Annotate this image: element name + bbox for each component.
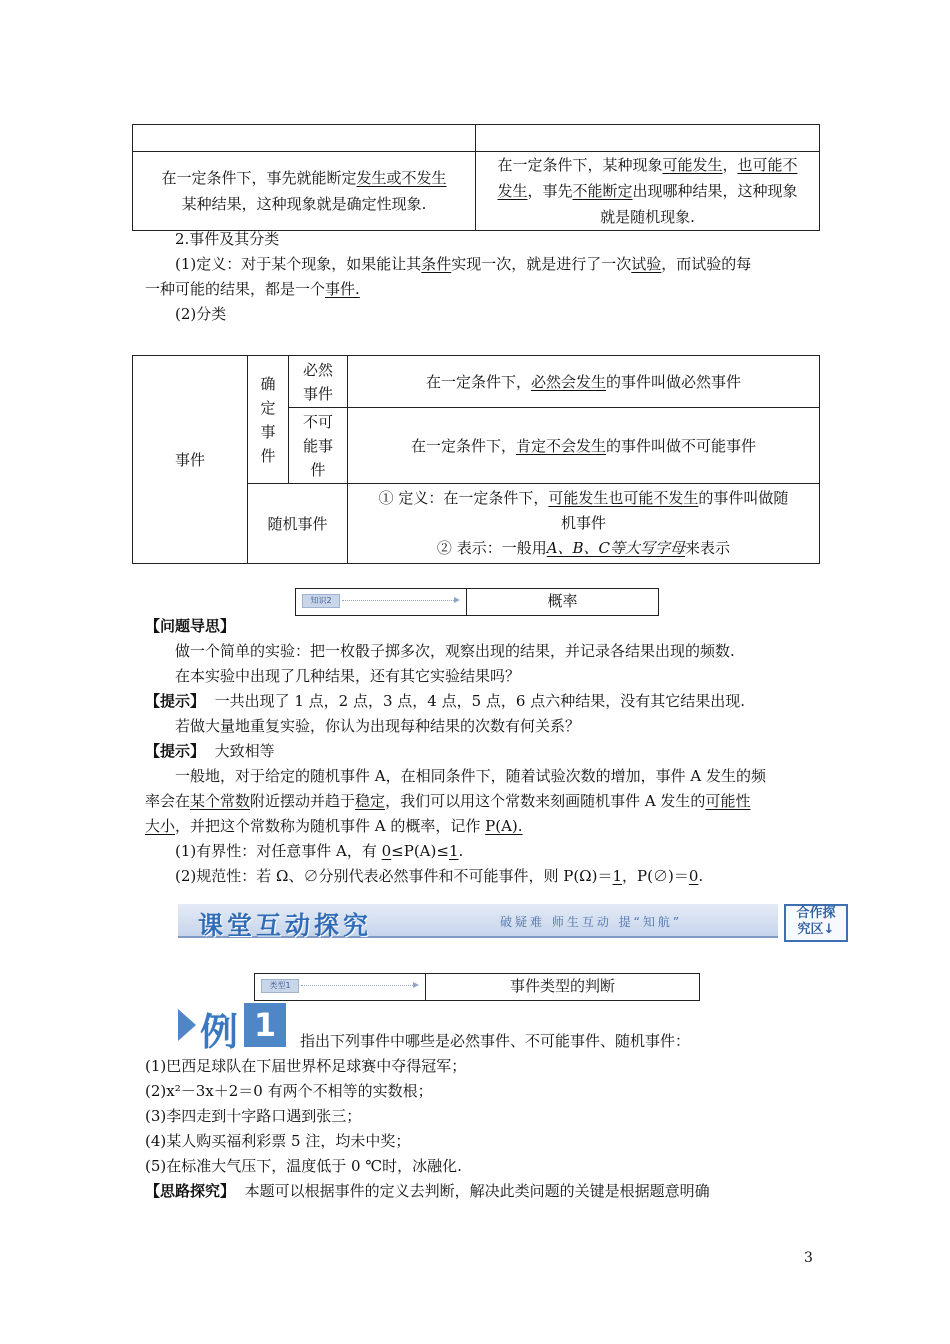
impossible-event-label: 不可 能事 件 (289, 408, 348, 484)
example-item-5: (5)在标准大气压下，温度低于 0 ℃时，冰融化. (145, 1157, 462, 1175)
random-event-description: ① 定义：在一定条件下，可能发生也可能不发生的事件叫做随 机事件 ② 表示：一般用A、B、C等大写字母来表示 (348, 484, 820, 564)
banner-title: 课堂互动探究 (198, 911, 373, 940)
classification-table (132, 355, 820, 564)
classification-label: (2)分类 (175, 305, 227, 323)
example-number: 1 (244, 1003, 286, 1047)
knowledge-2-label (295, 588, 659, 616)
section-banner (178, 904, 846, 940)
arrow-right-icon (301, 985, 417, 986)
arrow-right-icon (342, 600, 458, 601)
example-badge (178, 1003, 288, 1054)
example-item-3: (3)李四走到十字路口遇到张三； (145, 1107, 362, 1125)
type-chip: 类型1 (261, 979, 299, 993)
hint-2: 【提示】 大致相等 (145, 742, 275, 760)
hint-1: 【提示】 一共出现了 1 点，2 点，3 点，4 点，5 点，6 点六种结果，没有其它结果出现. (145, 692, 745, 710)
comparison-header-left (133, 125, 476, 152)
example-char: 例 (200, 1010, 239, 1054)
example-prompt: 指出下列事件中哪些是必然事件、不可能事件、随机事件： (300, 1032, 691, 1050)
impossible-event-description: 在一定条件下，肯定不会发生的事件叫做不可能事件 (348, 408, 820, 484)
example-item-2: (2)x²－3x＋2＝0 有两个不相等的实数根； (145, 1082, 433, 1100)
property-boundedness: (1)有界性：对任意事件 A，有 0≤P(A)≤1. (175, 842, 464, 860)
random-phenomenon-definition: 在一定条件下，某种现象可能发生，也可能不 发生，事先不能断定出现哪种结果，这种现象 就是随机现象. (476, 152, 820, 231)
certain-event-cell: 确 定 事 件 (248, 356, 289, 484)
type-1-label (254, 973, 700, 1001)
deterministic-definition: 在一定条件下，事先就能断定发生或不发生 某种结果，这种现象就是确定性现象. (133, 152, 476, 231)
question-2: 在本实验中出现了几种结果，还有其它实验结果吗？ (175, 667, 521, 685)
guide-heading: 【问题导思】 (145, 617, 236, 635)
comparison-header-right (476, 125, 820, 152)
property-normativity: (2)规范性：若 Ω、∅分别代表必然事件和不可能事件，则 P(Ω)＝1，P(∅)＝0. (175, 867, 704, 885)
triangle-icon (178, 1009, 196, 1041)
random-event-label: 随机事件 (248, 484, 348, 564)
probability-paragraph-2: 率会在某个常数附近摆动并趋于稳定，我们可以用这个常数来刻画随机事件 A 发生的可能性 (145, 792, 751, 810)
banner-subtitle: 破疑难 师生互动 提“知航” (500, 915, 683, 929)
question-3: 若做大量地重复实验，你认为出现每种结果的次数有何关系？ (175, 717, 581, 735)
probability-paragraph-1: 一般地，对于给定的随机事件 A，在相同条件下，随着试验次数的增加，事件 A 发生的频 (175, 767, 766, 785)
type-title: 事件类型的判断 (509, 977, 615, 995)
certain-event-description: 在一定条件下，必然会发生的事件叫做必然事件 (348, 356, 820, 408)
knowledge-chip: 知识2 (302, 594, 340, 608)
question-1: 做一个简单的实验：把一枚骰子掷多次，观察出现的结果，并记录各结果出现的频数. (175, 642, 735, 660)
certain-event-label: 必然 事件 (289, 356, 348, 408)
knowledge-title: 概率 (547, 592, 578, 610)
comparison-table (132, 124, 820, 231)
type-tag (255, 974, 426, 1000)
thinking-explore: 【思路探究】 本题可以根据事件的定义去判断，解决此类问题的关键是根据题意明确 (145, 1182, 710, 1200)
event-cell: 事件 (133, 356, 248, 564)
example-item-1: (1)巴西足球队在下届世界杯足球赛中夺得冠军； (145, 1057, 467, 1075)
example-item-4: (4)某人购买福利彩票 5 注，均未中奖； (145, 1132, 411, 1150)
knowledge-tag (296, 589, 467, 615)
probability-paragraph-3: 大小，并把这个常数称为随机事件 A 的概率，记作 P(A). (145, 817, 523, 835)
section-heading: 2.事件及其分类 (175, 230, 280, 248)
page-number: 3 (804, 1250, 813, 1266)
definition-line-2: 一种可能的结果，都是一个事件. (145, 280, 360, 298)
banner-badge: 合作探 究区↓ (784, 904, 848, 942)
definition-line-1: (1)定义：对于某个现象，如果能让其条件实现一次，就是进行了一次试验，而试验的每 (175, 255, 752, 273)
